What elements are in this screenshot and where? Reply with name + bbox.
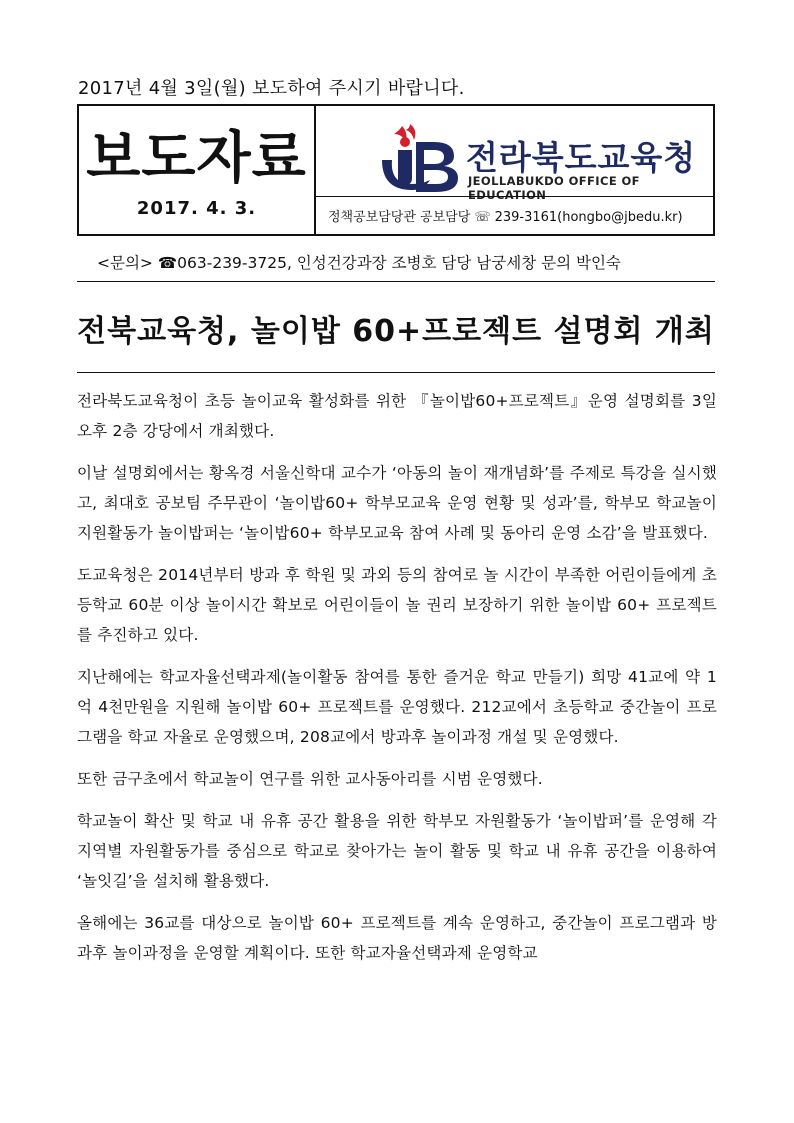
inquiry-line: <문의> ☎063-239-3725, 인성건강과장 조병호 담당 남궁세창 문의 박인숙: [97, 254, 621, 272]
release-date: 2017. 4. 3.: [136, 198, 257, 219]
jeonbuk-education-logo-icon: [372, 120, 462, 196]
paragraph: 또한 금구초에서 학교놀이 연구를 위한 교사동아리를 시범 운영했다.: [77, 770, 543, 788]
paragraph: 지난해에는 학교자율선택과제(놀이활동 참여를 통한 즐거운 학교 만들기) 희망 41교에 약 1억 4천만원을 지원해 놀이밥 60+ 프로젝트를 운영했다. 212교에서 초등학교 중간놀이 프로그램을 학교 자율로 운영했으며, 208교에서 방과후 놀이과정 개설 및 운영했다.: [77, 668, 717, 746]
phone-icon: ☏: [474, 210, 491, 225]
divider-bottom: [77, 372, 715, 373]
divider-top: [77, 281, 715, 282]
embargo-notice: 2017년 4월 3일(월) 보도하여 주시기 바랍니다.: [78, 78, 465, 99]
paragraph: 전라북도교육청이 초등 놀이교육 활성화를 위한 『놀이밥60+프로젝트』운영 설명회를 3일 오후 2층 강당에서 개최했다.: [77, 392, 717, 440]
paragraph: 올해에는 36교를 대상으로 놀이밥 60+ 프로젝트를 계속 운영하고, 중간놀이 프로그램과 방과후 놀이과정을 운영할 계획이다. 또한 학교자율선택과제 운영학교: [77, 914, 717, 962]
contact-phone: 239-3161(hongbo@jbedu.kr): [494, 210, 683, 225]
press-release-header: [77, 104, 715, 236]
header-org-cell: [316, 106, 713, 234]
header-divider: [316, 196, 713, 197]
press-release-title: 보도자료: [86, 126, 307, 191]
contact-info: [328, 206, 683, 225]
org-name: 전라북도교육청: [466, 138, 697, 177]
headline: 전북교육청, 놀이밥 60+프로젝트 설명회 개최: [77, 314, 715, 349]
org-name-english: JEOLLABUKDO OFFICE OF EDUCATION: [468, 174, 640, 202]
header-title-cell: [79, 106, 316, 234]
contact-office: 정책공보담당관 공보담당: [328, 210, 471, 225]
paragraph: 도교육청은 2014년부터 방과 후 학원 및 과외 등의 참여로 놀 시간이 부족한 어린이들에게 초등학교 60분 이상 놀이시간 확보로 어린이들이 놀 권리 보장하기 위한 놀이밥 60+ 프로젝트를 추진하고 있다.: [77, 566, 717, 644]
paragraph: 학교놀이 확산 및 학교 내 유휴 공간 활용을 위한 학부모 자원활동가 ‘놀이밥퍼’를 운영해 각 지역별 자원활동가를 중심으로 학교로 찾아가는 놀이 활동 및 학교 내 유휴 공간을 이용하여 ‘놀잇길’을 설치해 활용했다.: [77, 812, 717, 890]
article-body: [77, 386, 717, 980]
paragraph: 이날 설명회에서는 황옥경 서울신학대 교수가 ‘아동의 놀이 재개념화’를 주제로 특강을 실시했고, 최대호 공보팀 주무관이 ‘놀이밥60+ 학부모교육 운영 현황 및 성과’를, 학부모 학교놀이지원활동가 놀이밥퍼는 ‘놀이밥60+ 학부모교육 참여 사례 및 동아리 운영 소감’을 발표했다.: [77, 464, 717, 542]
